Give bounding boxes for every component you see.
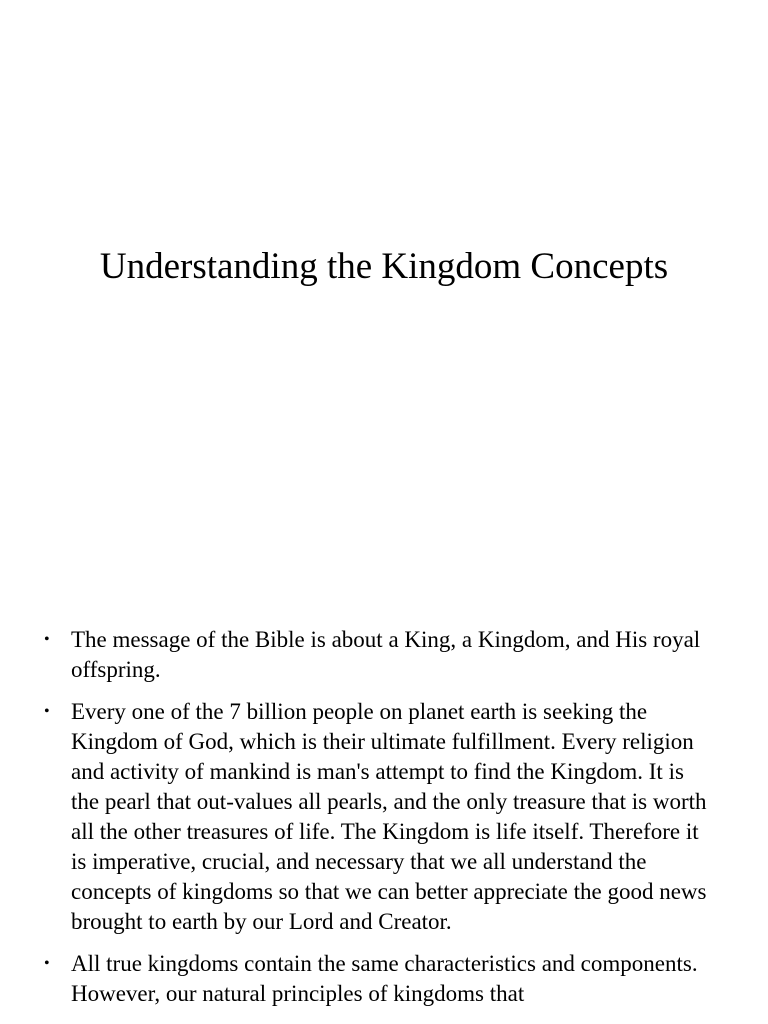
- list-item-text: The message of the Bible is about a King, a Kingdom, and His royal offspring.: [71, 627, 701, 682]
- list-item: [40, 949, 712, 1009]
- bullet-list: [40, 625, 712, 1021]
- list-item: [40, 625, 712, 685]
- list-item: [40, 697, 712, 937]
- list-item-text: Every one of the 7 billion people on planet earth is seeking the Kingdom of God, which is their ultimate fulfillment. Every religion and activity of mankind is man's attempt to find the Kingdom. It is the pearl that out-values all pearls, and the only treasure that is worth all the other treasures of life. The Kingdom is life itself. Therefore it is imperative, crucial, and necessary that we all understand the concepts of kingdoms so that we can better appreciate the good news brought to earth by our Lord and Creator.: [71, 699, 707, 934]
- bullet-icon: •: [44, 955, 50, 972]
- bullet-icon: •: [44, 631, 50, 648]
- page-title: Understanding the Kingdom Concepts: [99, 246, 669, 287]
- bullet-icon: •: [44, 703, 50, 720]
- list-item-text: All true kingdoms contain the same characteristics and components. However, our natural principles of kingdoms that: [71, 951, 698, 1006]
